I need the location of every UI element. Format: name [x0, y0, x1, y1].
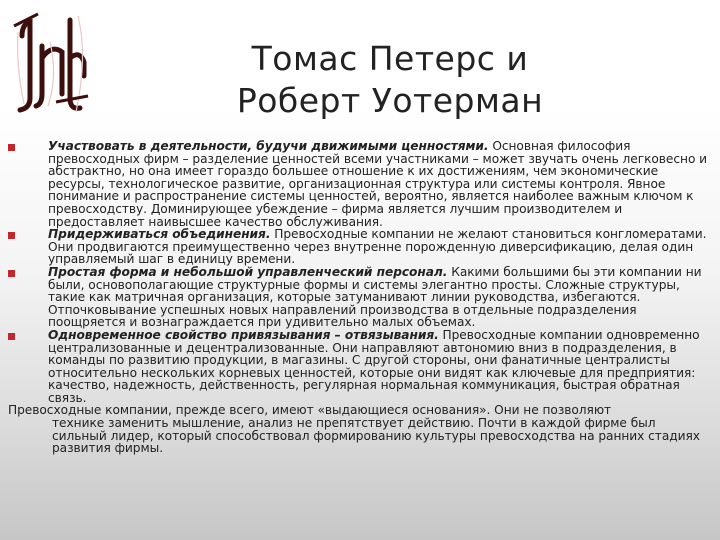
bullet-text: Какими большими бы эти компании ни были, основополагающие структурные формы и системы элегантно просты. Сложные структуры, такие как матричная организация, которые затуманивают линии руководства, избегаются. Отпочковывание успешных новых направлений производства в отдельные подразделения поощряется и вознаграждается при удивительно малых объемах.: [48, 264, 702, 330]
body-text: [8, 140, 712, 455]
bullet-text: Превосходные компании одновременно централизованные и децентрализованные. Они направляют автономию вниз в подразделения, в команды по развитию продукции, в магазины. С другой стороны, они фанатичные централисты относительно нескольких корневых ценностей, которые они видят как ключевые для предприятия: качество, надежность, действенность, регулярная нормальная коммуникация, быстрая обратная связь.: [48, 327, 700, 405]
bullet-item: [8, 329, 712, 405]
bullet-item: [8, 228, 712, 266]
title-line-1: Томас Петерс и: [251, 39, 529, 78]
bullet-heading: Простая форма и небольшой управленческий персонал.: [48, 264, 448, 279]
closing-first-line: Превосходные компании, прежде всего, имеют «выдающиеся основания». Они не позволяют: [8, 403, 612, 418]
page-title: [180, 38, 600, 122]
bullet-heading: Придерживаться объединения.: [48, 227, 271, 242]
bullet-heading: Участвовать в деятельности, будучи движимыми ценностями.: [48, 139, 489, 153]
bullet-item: [8, 140, 712, 228]
bullet-item: [8, 266, 712, 329]
closing-paragraph: [8, 404, 712, 454]
bullet-heading: Одновременное свойство привязывания – отвязывания.: [48, 327, 439, 342]
title-line-2: Роберт Уотерман: [236, 81, 544, 120]
monogram-logo-icon: [8, 6, 90, 116]
square-bullet-icon: [8, 333, 15, 340]
closing-rest: технике заменить мышление, анализ не препятствует действию. Почти в каждой фирме был сильный лидер, который способствовал формированию культуры превосходства на ранних стадиях развития фирмы.: [52, 416, 700, 456]
bullet-text: Основная философия превосходных фирм – разделение ценностей всеми участниками – может звучать очень легковесно и абстрактно, но она имеет гораздо большее отношение к их достижениям, чем экономические ресурсы, технологическое развитие, организационная структура или системы контроля. Явное понимание и распространение системы ценностей, вероятно, является наиболее важным ключом к превосходству. Доминирующее убеждение – фирма является лучшим производителем и предоставляет наивысшее качество обслуживания.: [48, 139, 708, 229]
square-bullet-icon: [8, 144, 15, 151]
bullet-text: Превосходные компании не желают становиться конгломератами. Они продвигаются преимущественно через внутренне порожденную диверсификацию, делая один управляемый шаг в единицу времени.: [48, 227, 707, 267]
square-bullet-icon: [8, 232, 15, 239]
square-bullet-icon: [8, 270, 15, 277]
